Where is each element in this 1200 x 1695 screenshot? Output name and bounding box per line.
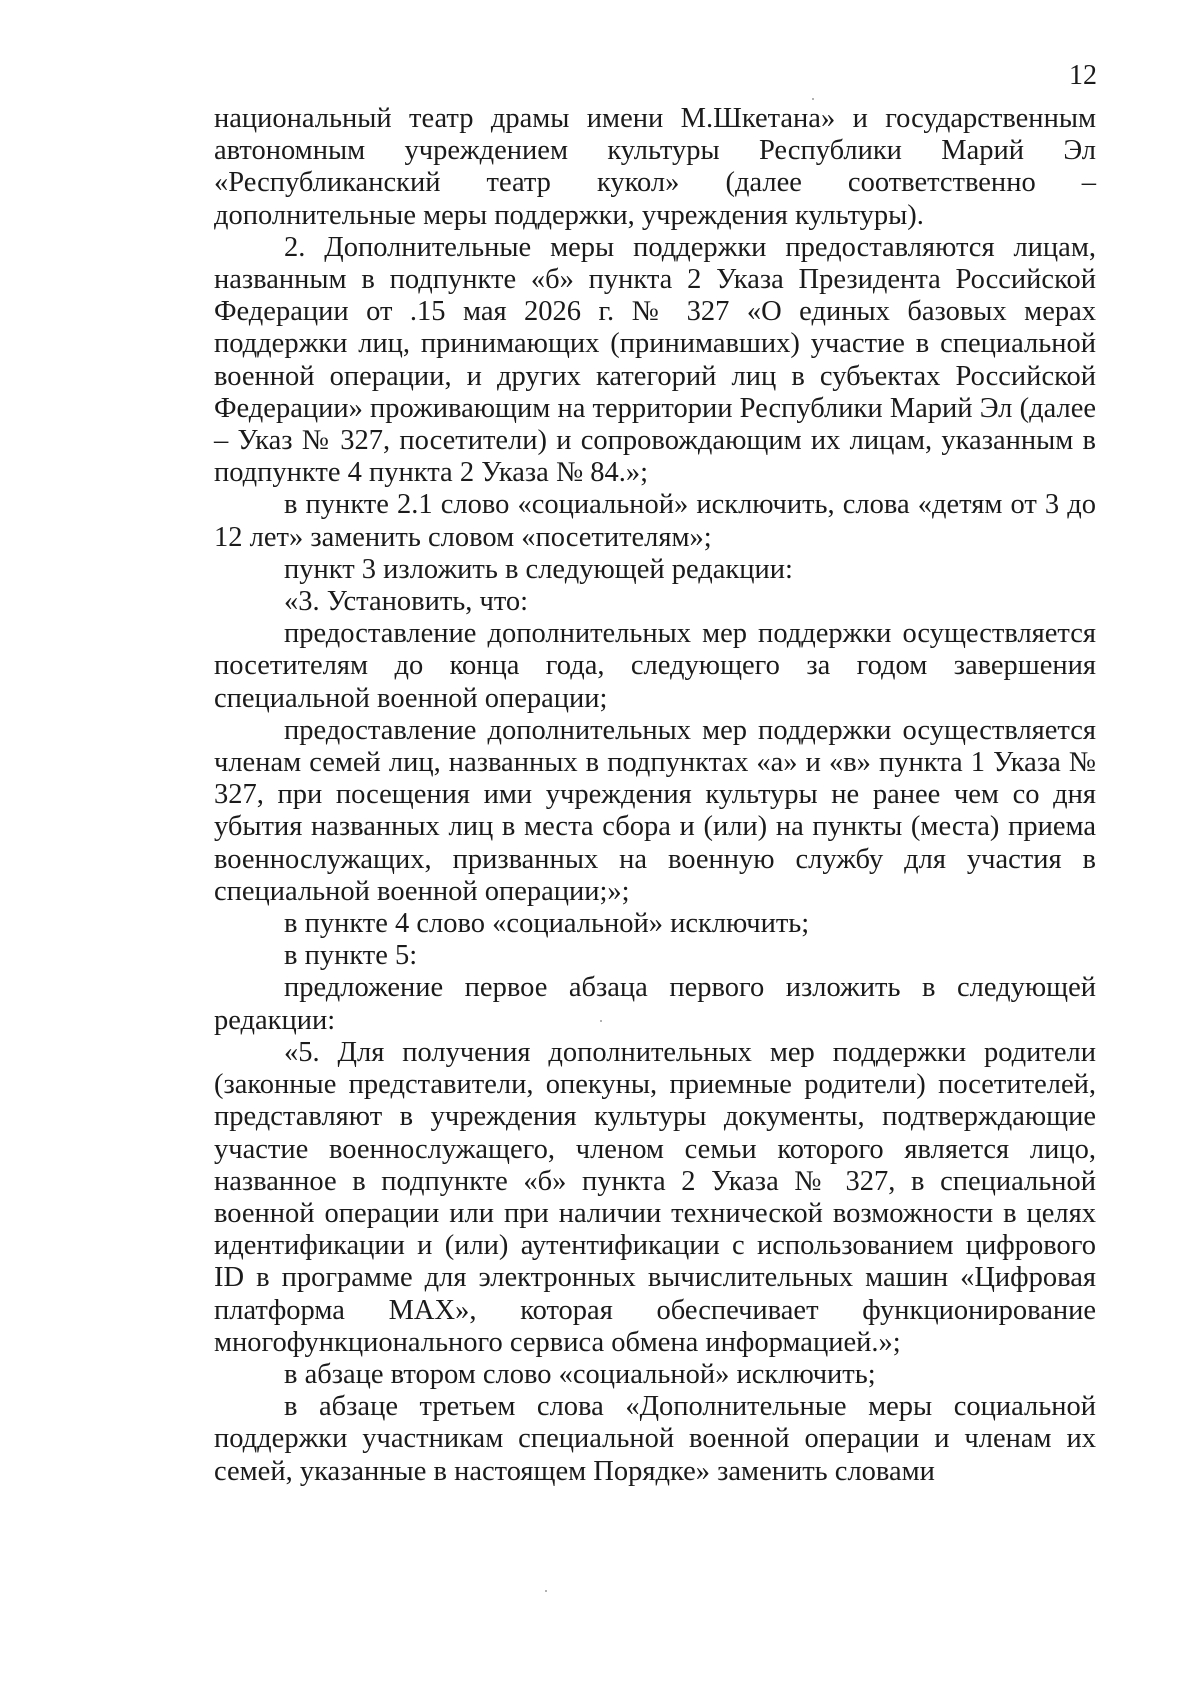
paragraph: в пункте 2.1 слово «социальной» исключить, слова «детям от 3 до 12 лет» заменить словом «посетителям»; bbox=[214, 489, 1096, 553]
scan-speck bbox=[812, 98, 814, 100]
paragraph: предоставление дополнительных мер поддержки осуществляется посетителям до конца года, следующего за годом завершения специальной военной операции; bbox=[214, 618, 1096, 714]
paragraph: национальный театр драмы имени М.Шкетана» и государственным автономным учреждением культуры Республики Марий Эл «Республиканский театр кукол» (далее соответственно – дополнительные меры поддержки, учреждения культуры). bbox=[214, 103, 1096, 231]
paragraph: «3. Установить, что: bbox=[284, 586, 529, 618]
paragraph: в пункте 5: bbox=[284, 940, 418, 972]
paragraph: предоставление дополнительных мер поддержки осуществляется членам семей лиц, названных в подпунктах «а» и «в» пункта 1 Указа № 327, при посещения ими учреждения культуры не ранее чем со дня убытия названных лиц в места сбора и (или) на пункты (места) приема военнослужащих, призванных на военную службу для участия в специальной военной операции;»; bbox=[214, 714, 1096, 907]
document-body bbox=[214, 103, 1096, 1488]
scan-speck bbox=[545, 1590, 547, 1592]
scan-speck bbox=[600, 1020, 602, 1022]
page-number: 12 bbox=[1069, 60, 1097, 91]
paragraph: пункт 3 изложить в следующей редакции: bbox=[284, 553, 793, 585]
paragraph: в пункте 4 слово «социальной» исключить; bbox=[284, 908, 810, 940]
paragraph: «5. Для получения дополнительных мер поддержки родители (законные представители, опекуны, приемные родители) посетителей, представляют в учреждения культуры документы, подтверждающие участие военнослужащего, членом семьи которого является лицо, названное в подпункте «б» пункта 2 Указа № 327, в специальной военной операции или при наличии технической возможности в целях идентификации и (или) аутентификации с использованием цифрового ID в программе для электронных вычислительных машин «Цифровая платформа MAX», которая обеспечивает функционирование многофункционального сервиса обмена информацией.»; bbox=[214, 1036, 1096, 1358]
paragraph: предложение первое абзаца первого изложить в следующей редакции: bbox=[214, 972, 1096, 1036]
paragraph: 2. Дополнительные меры поддержки предоставляются лицам, названным в подпункте «б» пункта 2 Указа Президента Российской Федерации от .15 мая 2026 г. № 327 «О единых базовых мерах поддержки лиц, принимающих (принимавших) участие в специальной военной операции, и других категорий лиц в субъектах Российской Федерации» проживающим на территории Республики Марий Эл (далее – Указ № 327, посетители) и сопровождающим их лицам, указанным в подпункте 4 пункта 2 Указа № 84.»; bbox=[214, 231, 1096, 489]
paragraph: в абзаце третьем слова «Дополнительные меры социальной поддержки участникам специальной военной операции и членам их семей, указанные в настоящем Порядке» заменить словами bbox=[214, 1391, 1096, 1487]
paragraph: в абзаце втором слово «социальной» исключить; bbox=[284, 1358, 876, 1390]
